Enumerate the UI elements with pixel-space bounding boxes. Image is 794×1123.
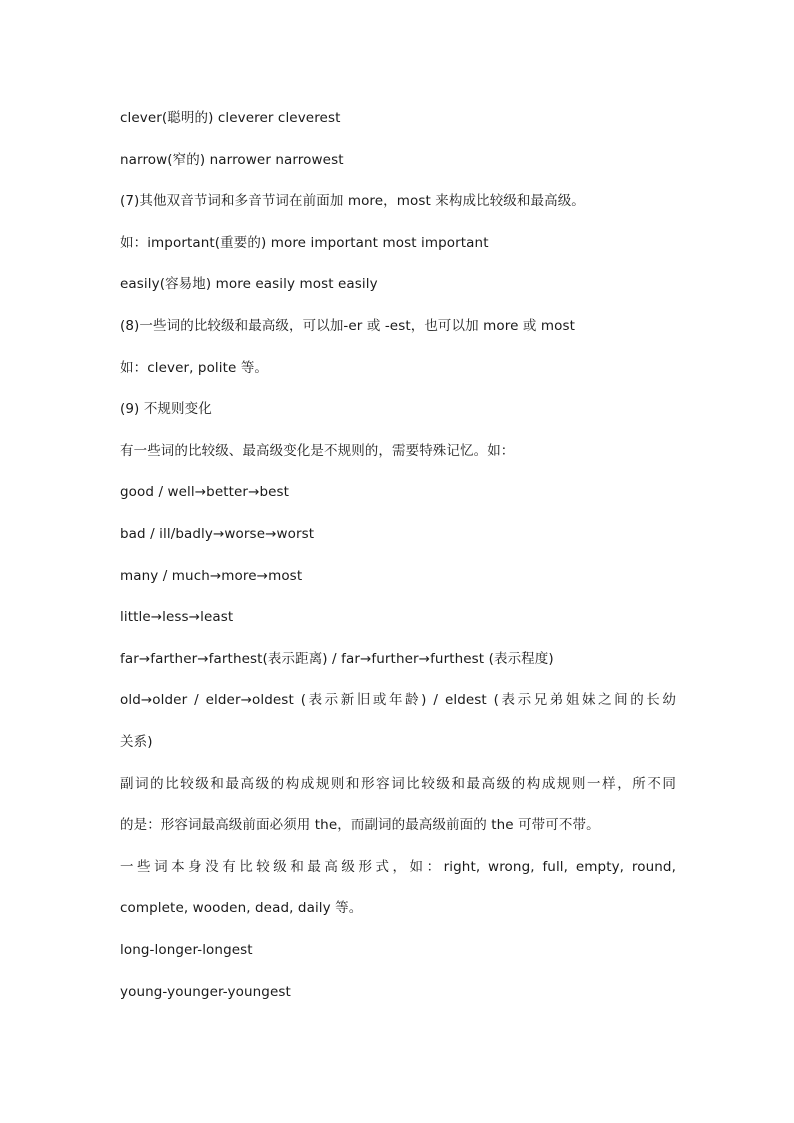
text-line-good: good / well→better→best [120,484,290,500]
text-line-young: young-younger-youngest [120,984,291,1000]
text-line-many: many / much→more→most [120,568,303,584]
text-line-long: long-longer-longest [120,942,253,958]
text-line-adverb-rule-continued: 的是：形容词最高级前面必须用 the，而副词的最高级前面的 the 可带可不带。 [120,817,600,833]
text-line-narrow: narrow(窄的) narrower narrowest [120,152,344,168]
text-line-rule-7: (7)其他双音节词和多音节词在前面加 more，most 来构成比较级和最高级。 [120,193,585,209]
text-line-little: little→less→least [120,609,234,625]
text-line-rule-9: (9) 不规则变化 [120,401,212,417]
text-line-no-comparative-continued: complete, wooden, dead, daily 等。 [120,900,363,916]
text-line-clever: clever(聪明的) cleverer cleverest [120,110,341,126]
text-line-clever-polite: 如：clever, polite 等。 [120,360,269,376]
text-line-irregular-intro: 有一些词的比较级、最高级变化是不规则的，需要特殊记忆。如： [120,443,515,459]
text-line-bad: bad / ill/badly→worse→worst [120,526,315,542]
text-line-important: 如：important(重要的) more important most important [120,235,489,251]
text-line-far: far→farther→farthest(表示距离) / far→further→furthest (表示程度) [120,651,554,667]
text-line-old-continued: 关系) [120,734,153,750]
text-line-no-comparative: 一些词本身没有比较级和最高级形式，如：right, wrong, full, empty, round, [120,859,676,875]
text-line-old: old→older / elder→oldest (表示新旧或年龄) / eldest (表示兄弟姐妹之间的长幼 [120,692,676,708]
text-line-easily: easily(容易地) more easily most easily [120,276,378,292]
text-line-rule-8: (8)一些词的比较级和最高级，可以加-er 或 -est，也可以加 more 或 most [120,318,576,334]
text-line-adverb-rule: 副词的比较级和最高级的构成规则和形容词比较级和最高级的构成规则一样，所不同 [120,776,676,792]
